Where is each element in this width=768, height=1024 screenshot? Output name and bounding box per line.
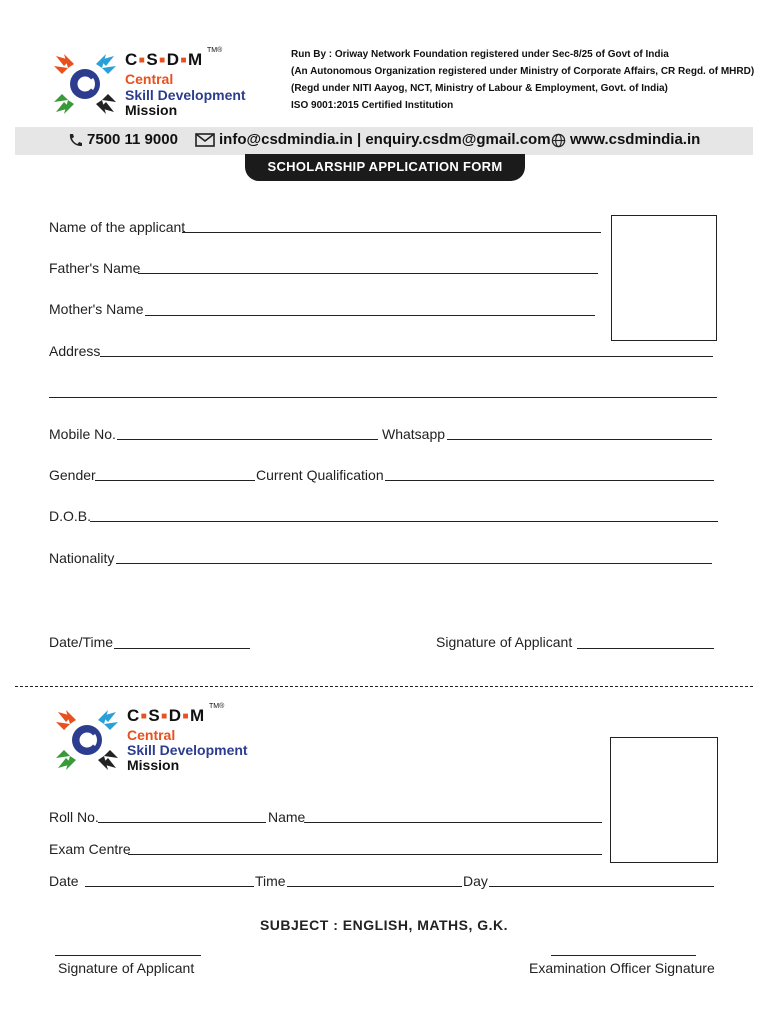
phone-icon bbox=[67, 133, 83, 147]
label-mobile: Mobile No. bbox=[49, 426, 116, 442]
contact-phone: 7500 11 9000 bbox=[67, 131, 178, 148]
subject-heading: SUBJECT : ENGLISH, MATHS, G.K. bbox=[259, 917, 509, 933]
father-name-field[interactable] bbox=[138, 273, 598, 274]
applicant-signature-line[interactable] bbox=[55, 955, 201, 956]
photo-box bbox=[611, 215, 717, 341]
label-day: Day bbox=[463, 873, 488, 889]
officer-signature-line[interactable] bbox=[551, 955, 696, 956]
nationality-field[interactable] bbox=[116, 563, 712, 564]
label-qualification: Current Qualification bbox=[256, 467, 384, 483]
exam-centre-field[interactable] bbox=[128, 854, 602, 855]
cut-line bbox=[15, 686, 753, 687]
label-applicant-name: Name of the applicant bbox=[49, 219, 186, 235]
label-gender: Gender bbox=[49, 467, 96, 483]
label-exam-centre: Exam Centre bbox=[49, 841, 131, 857]
label-address: Address bbox=[49, 343, 101, 359]
label-roll-no: Roll No. bbox=[49, 809, 99, 825]
roll-no-field[interactable] bbox=[98, 822, 266, 823]
label-name: Name bbox=[268, 809, 306, 825]
label-father-name: Father's Name bbox=[49, 260, 141, 276]
contact-email: info@csdmindia.in | enquiry.csdm@gmail.com bbox=[195, 131, 551, 148]
logo-bottom bbox=[52, 703, 267, 776]
contact-website: www.csdmindia.in bbox=[551, 131, 700, 148]
signature-field[interactable] bbox=[577, 648, 714, 649]
label-date: Date bbox=[49, 873, 79, 889]
form-title: SCHOLARSHIP APPLICATION FORM bbox=[245, 154, 525, 181]
label-applicant-signature: Signature of Applicant bbox=[58, 960, 195, 976]
address-field[interactable] bbox=[100, 356, 713, 357]
date-field[interactable] bbox=[85, 886, 254, 887]
date-time-field[interactable] bbox=[114, 648, 250, 649]
brand-skill: Skill Development bbox=[125, 87, 246, 103]
run-by-line: Run By : Oriway Network Foundation registered under Sec-8/25 of Govt of India bbox=[291, 49, 669, 60]
label-dob: D.O.B. bbox=[49, 508, 92, 524]
trademark: TM® bbox=[207, 47, 223, 54]
brand-mission: Mission bbox=[127, 757, 180, 773]
mail-icon bbox=[195, 133, 215, 147]
globe-icon bbox=[551, 133, 566, 148]
brand-abbr: C■S■D■M bbox=[125, 50, 203, 69]
whatsapp-field[interactable] bbox=[447, 439, 712, 440]
label-whatsapp: Whatsapp bbox=[382, 426, 446, 442]
label-mother-name: Mother's Name bbox=[49, 301, 144, 317]
run-by-line: (Regd under NITI Aayog, NCT, Ministry of Labour & Employment, Govt. of India) bbox=[291, 83, 668, 94]
contact-bar bbox=[15, 127, 753, 155]
brand-central: Central bbox=[125, 71, 174, 87]
logo-top bbox=[50, 47, 265, 120]
gender-field[interactable] bbox=[95, 480, 255, 481]
brand-central: Central bbox=[127, 727, 176, 743]
label-time: Time bbox=[255, 873, 286, 889]
applicant-name-field[interactable] bbox=[182, 232, 601, 233]
name-field[interactable] bbox=[304, 822, 602, 823]
label-officer-signature: Examination Officer Signature bbox=[529, 960, 715, 976]
csdm-logo-icon bbox=[50, 50, 120, 118]
label-date-time: Date/Time bbox=[49, 634, 114, 650]
run-by-line: ISO 9001:2015 Certified Institution bbox=[291, 100, 454, 111]
day-field[interactable] bbox=[489, 886, 714, 887]
run-by-line: (An Autonomous Organization registered under Ministry of Corporate Affairs, CR Regd. of MHRD) bbox=[291, 66, 755, 77]
organization-info bbox=[291, 46, 754, 114]
label-nationality: Nationality bbox=[49, 550, 115, 566]
csdm-logo-icon bbox=[52, 706, 122, 774]
label-signature-applicant: Signature of Applicant bbox=[436, 634, 573, 650]
trademark: TM® bbox=[209, 703, 225, 710]
photo-box-admit bbox=[610, 737, 718, 863]
mobile-field[interactable] bbox=[117, 439, 378, 440]
time-field[interactable] bbox=[287, 886, 462, 887]
brand-abbr: C■S■D■M bbox=[127, 706, 205, 725]
dob-field[interactable] bbox=[90, 521, 718, 522]
qualification-field[interactable] bbox=[385, 480, 714, 481]
mother-name-field[interactable] bbox=[145, 315, 595, 316]
brand-skill: Skill Development bbox=[127, 742, 248, 758]
address-field-line2[interactable] bbox=[49, 397, 717, 398]
brand-mission: Mission bbox=[125, 102, 178, 118]
